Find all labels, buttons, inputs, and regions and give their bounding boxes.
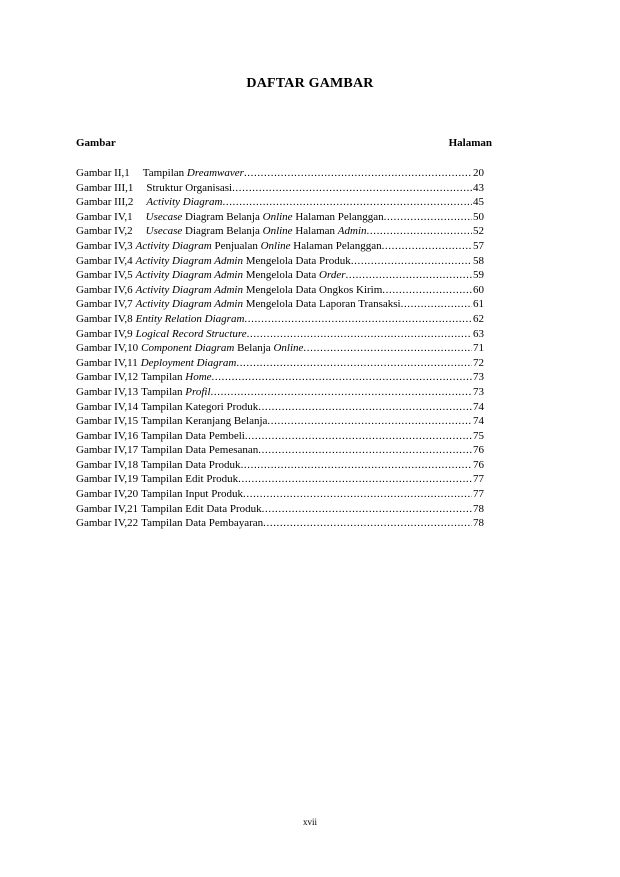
list-item: [76, 414, 484, 429]
dot-leader: [401, 297, 472, 312]
list-item: [76, 487, 484, 502]
list-item: [76, 443, 484, 458]
figure-label: Gambar III,1: [76, 181, 134, 194]
figure-title: Activity Diagram Admin Mengelola Data Laporan Transaksi: [135, 298, 401, 311]
list-item: [76, 224, 484, 239]
list-item: [76, 502, 484, 517]
dot-leader: [382, 239, 472, 254]
figure-page-number: 57: [473, 239, 484, 252]
list-item: [76, 210, 484, 225]
figure-label: Gambar IV,5: [76, 269, 133, 282]
figure-page-number: 71: [473, 342, 484, 355]
figure-page-number: 50: [473, 210, 484, 223]
list-item: [76, 181, 484, 196]
figure-page-number: 63: [473, 327, 484, 340]
figure-page-number: 74: [473, 400, 484, 413]
page-title: DAFTAR GAMBAR: [246, 76, 374, 91]
figure-page-number: 72: [473, 356, 484, 369]
figure-page-number: 60: [473, 283, 484, 296]
list-item: [76, 385, 484, 400]
dot-leader: [223, 195, 473, 210]
figure-title: Tampilan Data Produk: [141, 458, 241, 471]
figure-title: Usecase Diagram Belanja Online Halaman Admin: [145, 225, 367, 238]
dot-leader: [384, 210, 472, 225]
figure-title: Struktur Organisasi: [146, 181, 233, 194]
figure-label: Gambar II,1: [76, 167, 130, 179]
figure-title: Tampilan Edit Data Produk: [141, 502, 262, 515]
figure-page-number: 73: [473, 385, 484, 398]
list-item: [76, 516, 484, 531]
figure-title: Activity Diagram: [146, 196, 223, 209]
figure-label: Gambar IV,15: [76, 415, 139, 428]
figure-label: Gambar IV,14: [76, 400, 139, 413]
figure-label: Gambar IV,22: [76, 517, 139, 530]
list-item: [76, 283, 484, 298]
list-item: [76, 370, 484, 385]
figure-page-number: 78: [473, 517, 484, 530]
figure-title: Entity Relation Diagram: [135, 312, 245, 325]
figure-page-number: 62: [473, 312, 484, 325]
figure-title: Deployment Diagram: [140, 356, 237, 369]
figure-title: Tampilan Home: [141, 371, 212, 384]
list-item: [76, 458, 484, 473]
figure-page-number: 58: [473, 254, 484, 267]
dot-leader: [236, 356, 472, 371]
figure-label: Gambar IV,9: [76, 327, 133, 340]
list-item: [76, 400, 484, 415]
figure-page-number: 78: [473, 502, 484, 515]
dot-leader: [211, 385, 472, 400]
list-item: [76, 312, 484, 327]
figure-page-number: 52: [473, 225, 484, 238]
figure-label: Gambar IV,6: [76, 283, 133, 296]
list-item: [76, 195, 484, 210]
figure-title: Tampilan Data Pemesanan: [141, 444, 259, 457]
figure-label: Gambar IV,17: [76, 444, 139, 457]
figure-title: Usecase Diagram Belanja Online Halaman Pelanggan: [145, 210, 384, 223]
figure-title: Logical Record Structure: [135, 327, 247, 340]
figure-label: Gambar IV,12: [76, 371, 139, 384]
figure-title: Tampilan Keranjang Belanja: [141, 415, 268, 428]
figure-list: [76, 166, 484, 531]
figure-title: Component Diagram Belanja Online: [141, 342, 304, 355]
list-item: [76, 254, 484, 269]
dot-leader: [367, 224, 472, 239]
page-number: xvii: [302, 817, 317, 827]
column-header-page: Halaman: [448, 137, 492, 149]
list-item: [76, 327, 484, 342]
figure-label: Gambar IV,2: [76, 225, 133, 238]
figure-page-number: 45: [473, 196, 484, 209]
figure-label: Gambar IV,11: [76, 356, 138, 369]
list-item: [76, 429, 484, 444]
list-item: [76, 166, 484, 181]
figure-page-number: 61: [473, 298, 484, 311]
dot-leader: [247, 327, 472, 342]
figure-label: Gambar IV,10: [76, 342, 139, 355]
figure-label: Gambar IV,1: [76, 210, 133, 223]
figure-title: Tampilan Kategori Produk: [141, 400, 259, 413]
figure-page-number: 73: [473, 371, 484, 384]
figure-page-number: 75: [473, 429, 484, 442]
figure-page-number: 59: [473, 269, 484, 282]
figure-page-number: 76: [473, 444, 484, 457]
figure-page-number: 77: [473, 473, 484, 486]
figure-label: Gambar IV,19: [76, 473, 139, 486]
dot-leader: [238, 472, 472, 487]
dot-leader: [212, 370, 472, 385]
figure-title: Activity Diagram Admin Mengelola Data Order: [135, 269, 346, 282]
figure-label: Gambar IV,16: [76, 429, 139, 442]
list-item: [76, 297, 484, 312]
list-item: [76, 356, 484, 371]
figure-label: Gambar III,2: [76, 196, 134, 209]
figure-label: Gambar IV,4: [76, 254, 133, 267]
dot-leader: [382, 283, 472, 298]
figure-title: Activity Diagram Admin Mengelola Data Produk: [135, 254, 351, 267]
figure-label: Gambar IV,21: [76, 502, 139, 515]
dot-leader: [241, 458, 472, 473]
figure-title: Activity Diagram Penjualan Online Halaman Pelanggan: [135, 239, 382, 252]
list-item: [76, 268, 484, 283]
figure-label: Gambar IV,18: [76, 458, 139, 471]
figure-page-number: 74: [473, 415, 484, 428]
figure-page-number: 77: [473, 488, 484, 501]
list-item: [76, 239, 484, 254]
figure-label: Gambar IV,13: [76, 385, 139, 398]
figure-title: Tampilan Dreamwaver: [142, 167, 244, 179]
figure-page-number: 76: [473, 458, 484, 471]
dot-leader: [263, 516, 472, 531]
column-header-figure: Gambar: [76, 137, 116, 149]
dot-leader: [245, 429, 472, 444]
dot-leader: [244, 312, 472, 327]
figure-label: Gambar IV,20: [76, 488, 139, 501]
figure-title: Tampilan Input Produk: [141, 488, 244, 501]
figure-label: Gambar IV,3: [76, 239, 133, 252]
dot-leader: [258, 443, 472, 458]
list-item: [76, 472, 484, 487]
figure-label: Gambar IV,7: [76, 298, 133, 311]
dot-leader: [351, 254, 472, 269]
dot-leader: [262, 502, 472, 517]
dot-leader: [267, 414, 472, 429]
dot-leader: [303, 341, 472, 356]
dot-leader: [232, 181, 472, 196]
figure-title: Activity Diagram Admin Mengelola Data Ongkos Kirim: [135, 283, 383, 296]
figure-title: Tampilan Data Pembayaran: [141, 517, 264, 530]
list-item: [76, 341, 484, 356]
dot-leader: [243, 487, 472, 502]
figure-title: Tampilan Edit Produk: [141, 473, 239, 486]
dot-leader: [258, 400, 472, 415]
dot-leader: [346, 268, 472, 283]
figure-title: Tampilan Data Pembeli: [141, 429, 245, 442]
figure-page-number: 43: [473, 181, 484, 194]
figure-label: Gambar IV,8: [76, 312, 133, 325]
figure-page-number: 20: [473, 167, 484, 179]
dot-leader: [244, 166, 472, 181]
figure-title: Tampilan Profil: [141, 385, 211, 398]
